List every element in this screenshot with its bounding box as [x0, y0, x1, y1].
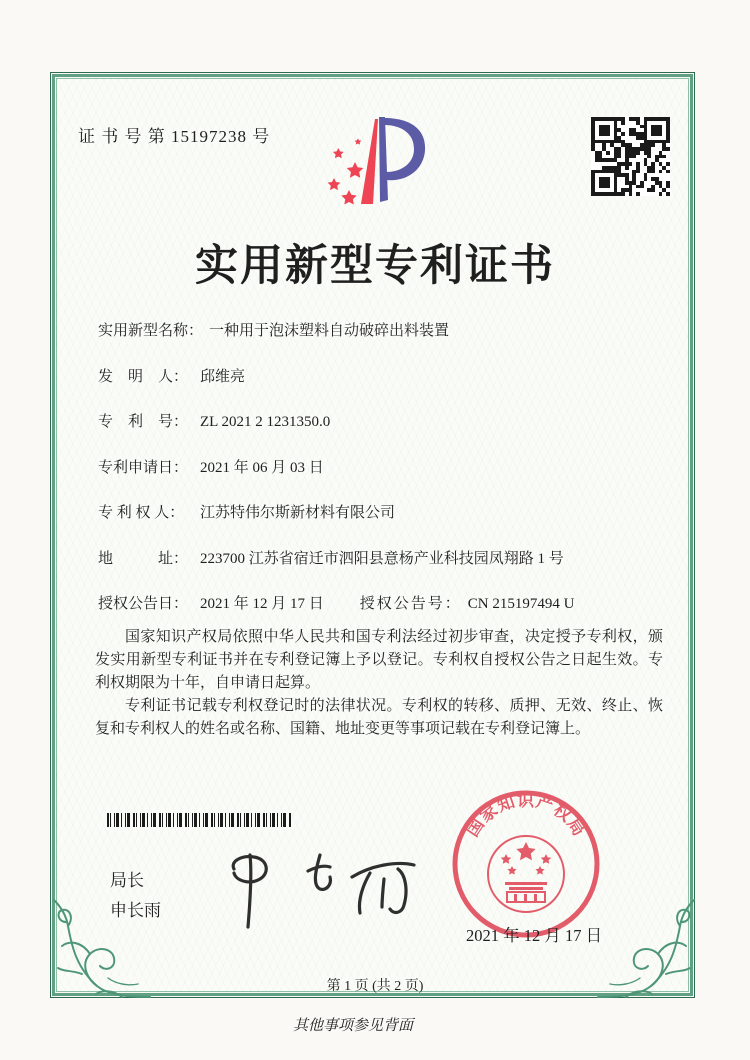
legal-paragraph-1: 国家知识产权局依照中华人民共和国专利法经过初步审查，决定授予专利权，颁发实用新型专利证书并在专利登记簿上予以登记。专利权自授权公告之日起生效。专利权期限为十年，自申请日起算。	[95, 629, 663, 691]
field-label: 授权公告号：	[359, 596, 462, 612]
field-label: 专 利 权 人：	[98, 505, 185, 521]
seal-date: 2021 年 12 月 17 日	[466, 926, 603, 945]
seal-text: 国家知识产权局	[462, 790, 590, 841]
page-indicator: 第 1 页 (共 2 页)	[326, 979, 424, 994]
certificate-number: 证 书 号 第 15197238 号	[78, 127, 271, 146]
barcode-icon	[107, 813, 291, 827]
cnipa-logo-icon	[322, 116, 437, 212]
field-value: CN 215197494 U	[467, 596, 575, 612]
field-value: 2021 年 06 月 03 日	[200, 459, 324, 476]
field-value: 邱维亮	[200, 368, 246, 385]
signer-name: 申长雨	[110, 901, 161, 920]
official-seal-icon	[448, 788, 606, 940]
field-label: 发 明 人：	[98, 368, 189, 385]
field-list	[98, 320, 664, 639]
field-row-grant-date	[98, 593, 664, 616]
field-value: 江苏特伟尔斯新材料有限公司	[200, 505, 396, 521]
signer-title: 局长	[110, 871, 144, 890]
field-value: 223700 江苏省宿迁市泗阳县意杨产业科技园凤翔路 1 号	[200, 550, 564, 567]
field-row-name	[98, 320, 664, 343]
field-value: 2021 年 12 月 17 日	[200, 596, 324, 612]
field-label: 实用新型名称：	[98, 323, 204, 339]
back-note: 其他事项参见背面	[292, 1018, 413, 1034]
field-value: 一种用于泡沫塑料自动破碎出料装置	[209, 323, 450, 339]
legal-paragraph-2: 专利证书记载专利权登记时的法律状况。专利权的转移、质押、无效、终止、恢复和专利权人的姓名或名称、国籍、地址变更等事项记载在专利登记簿上。	[95, 698, 663, 737]
legal-text	[95, 626, 663, 741]
field-row-patent-no	[98, 411, 664, 434]
certificate-title: 实用新型专利证书	[195, 243, 555, 290]
field-label: 专利申请日：	[98, 459, 189, 476]
field-label: 专 利 号：	[98, 414, 189, 430]
field-grant-number	[360, 596, 575, 612]
field-row-address	[98, 548, 664, 571]
field-row-filing-date	[98, 457, 664, 480]
field-row-patentee	[98, 502, 664, 525]
field-label: 地 址：	[98, 550, 189, 567]
field-label: 授权公告日：	[98, 596, 189, 612]
signature-icon	[212, 843, 427, 933]
field-row-inventor	[98, 366, 664, 389]
svg-text:国家知识产权局	[463, 791, 590, 840]
field-value: ZL 2021 2 1231350.0	[200, 414, 331, 430]
national-emblem-icon	[488, 836, 564, 912]
qr-code-icon	[591, 117, 670, 196]
